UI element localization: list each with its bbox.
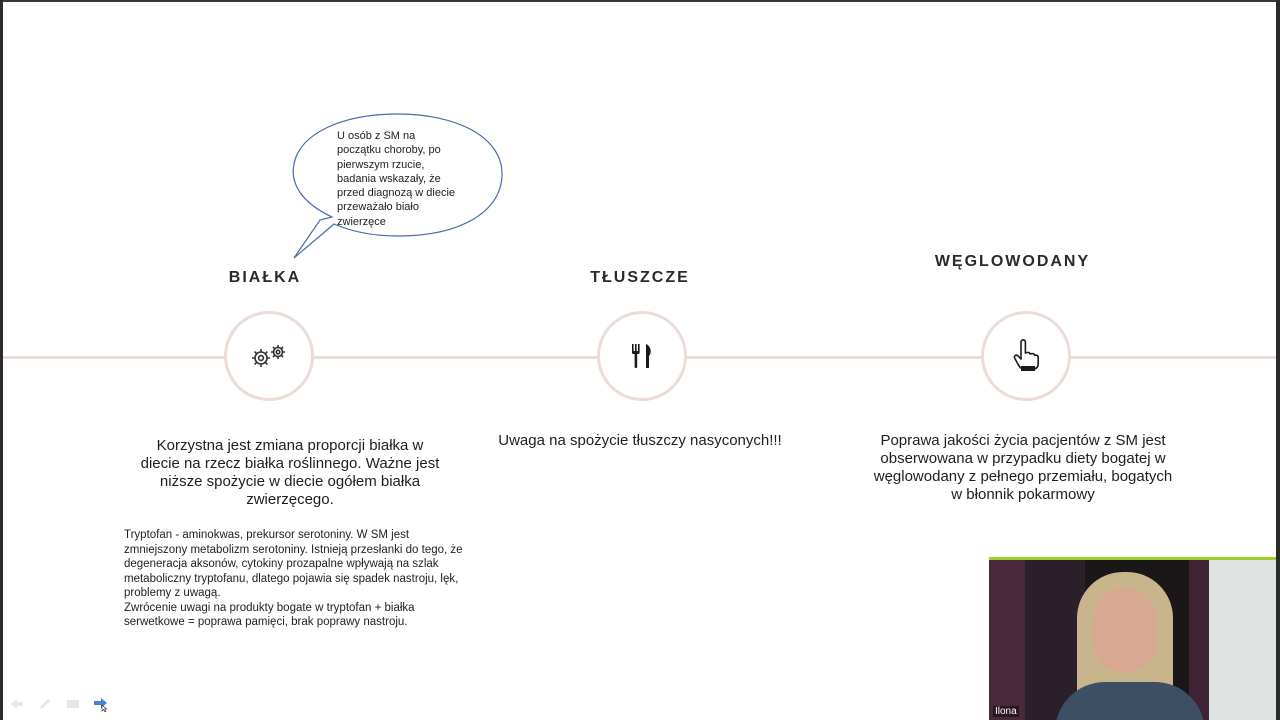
heading-weglowodany: WĘGLOWODANY <box>934 253 1091 270</box>
arrow-right-icon <box>93 696 109 712</box>
heading-tluszcze: TŁUSZCZE <box>590 269 690 286</box>
participant-name-label: Ilona <box>995 706 1017 717</box>
pen-icon <box>38 698 52 710</box>
weglowodany-description: Poprawa jakości życia pacjentów z SM jest obserwowana w przypadku diety bogatej w węglowodany z pełnego przemiału, bogatych w błonnik pokarmowy <box>873 432 1173 503</box>
window-left-edge <box>0 0 3 720</box>
node-tluszcze <box>597 311 687 401</box>
previous-slide-button[interactable] <box>8 697 26 711</box>
participant-face <box>1093 588 1157 672</box>
heading-bialka: BIAŁKA <box>228 269 302 286</box>
tryptophan-note-paragraph-1: Tryptofan - aminokwas, prekursor serotoniny. W SM jest zmniejszony metabolizm serotoniny. Istnieją przesłanki do tego, że degeneracja aksonów, cytokiny prozapalne wpływają na szlak metaboliczny tryptofanu, dlatego pojawia się spadek nastroju, lęk, problemy z uwagą. <box>124 529 463 599</box>
node-weglowodany <box>981 311 1071 401</box>
speech-bubble <box>290 112 506 262</box>
participant-video-tile[interactable] <box>989 557 1276 720</box>
pointing-hand-icon <box>1012 339 1040 373</box>
gears-icon <box>247 341 291 371</box>
pen-tool-button[interactable] <box>36 697 54 711</box>
cutlery-icon <box>630 343 654 369</box>
bialka-description: Korzystna jest zmiana proporcji białka w diecie na rzecz białka roślinnego. Ważne jest niższe spożycie w diecie ogółem białka zwierzęcego. <box>140 437 440 508</box>
speech-bubble-text: U osób z SM na początku choroby, po pierwszym rzucie, badania wskazały, że przed diagnozą w diecie przeważało biało zwierzęce <box>337 130 456 228</box>
video-background-curtain <box>989 560 1025 720</box>
window-right-edge <box>1276 0 1280 720</box>
slides-overview-button[interactable] <box>64 697 82 711</box>
tluszcze-description: Uwaga na spożycie tłuszczy nasyconych!!! <box>498 432 782 449</box>
slideshow-toolbar <box>8 695 110 713</box>
node-bialka <box>224 311 314 401</box>
slides-icon <box>66 698 80 710</box>
tryptophan-note <box>124 528 469 630</box>
arrow-left-icon <box>10 698 24 710</box>
tryptophan-note-paragraph-2: Zwrócenie uwagi na produkty bogate w tryptofan + białka serwetkowe = poprawa pamięci, brak poprawy nastroju. <box>124 601 415 628</box>
video-background-curtain-right <box>1189 560 1209 720</box>
window-top-edge <box>0 0 1280 2</box>
video-background-window <box>1209 560 1276 720</box>
next-slide-button[interactable] <box>92 697 110 711</box>
